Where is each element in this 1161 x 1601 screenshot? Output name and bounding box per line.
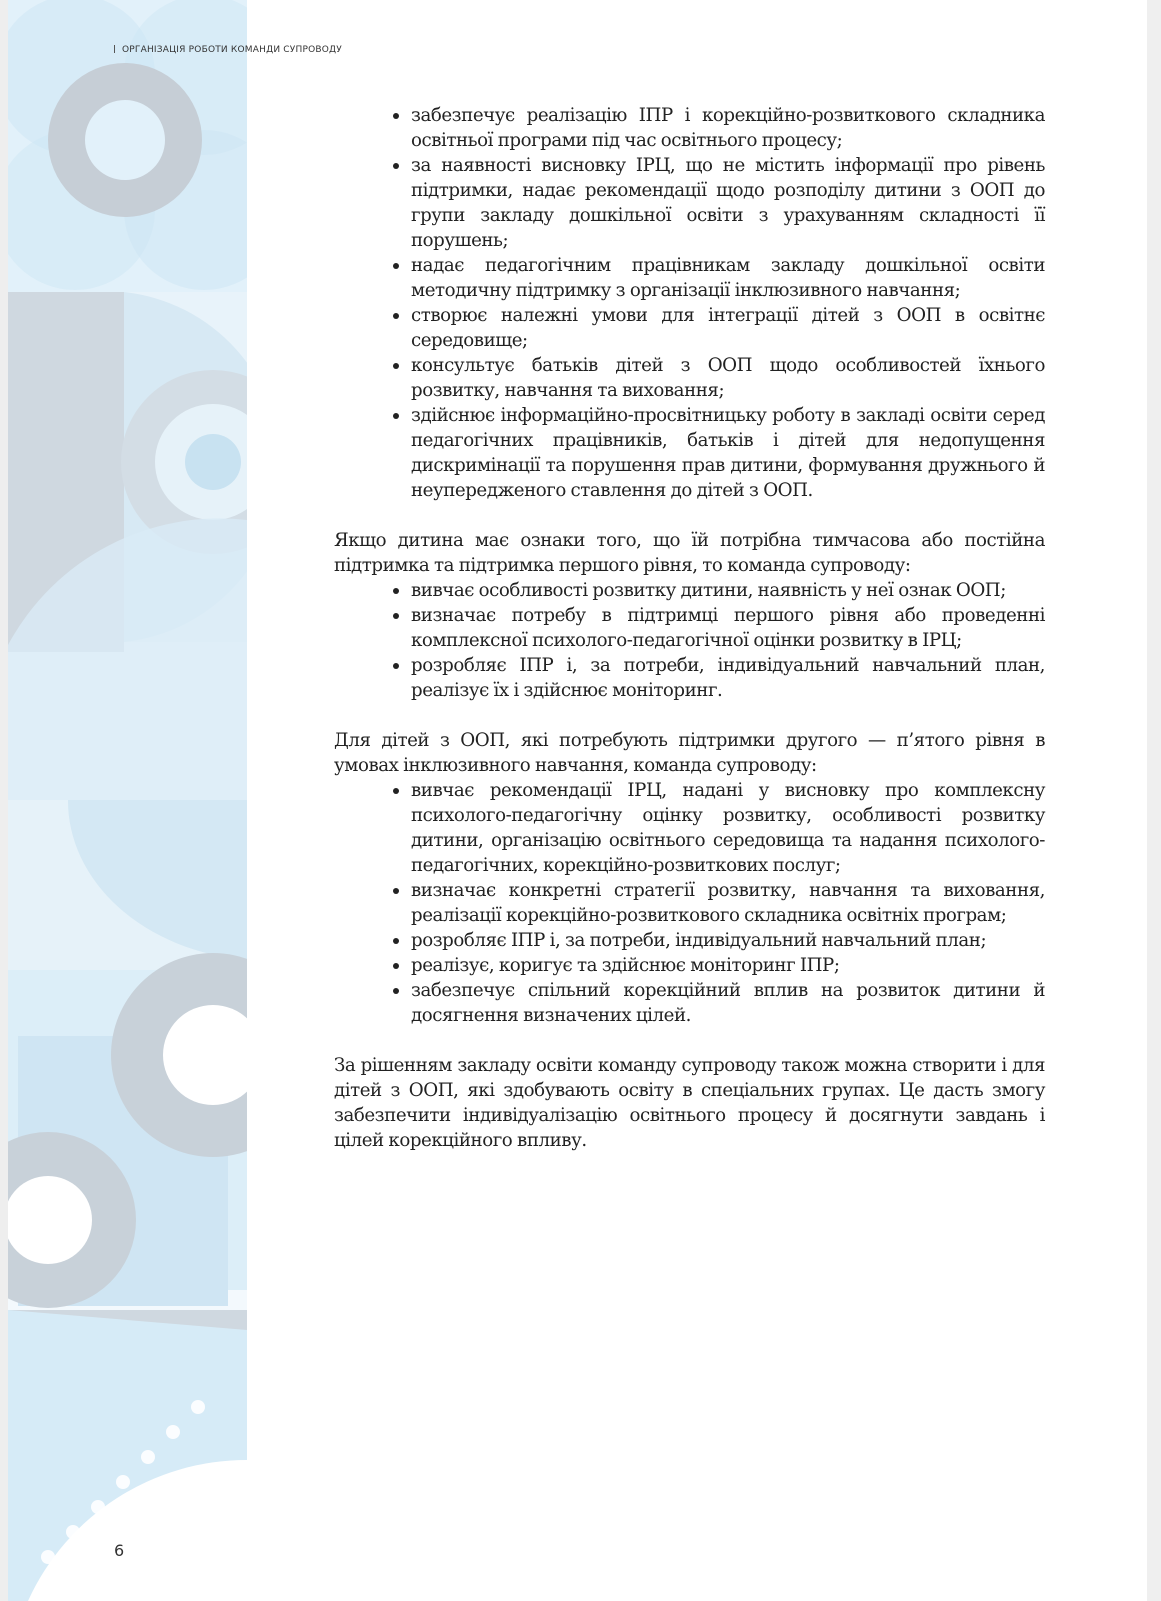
page-edge-right	[1147, 0, 1161, 1601]
bullet-list-2	[334, 578, 1045, 703]
list-item: надає педагогічним працівникам закладу дошкільної освіти методичну підтримку з організації інклюзивного навчання;	[411, 255, 1045, 301]
page-edge-left	[0, 0, 8, 1601]
list-item: здійснює інформаційно-просвітницьку роботу в закладі освіти серед педагогічних працівників, батьків і дітей для недопущення дискримінації та порушення прав дитини, формування дружнього й неупередженого ставлення до дітей з ООП.	[411, 405, 1045, 501]
list-item: забезпечує реалізацію ІПР і корекційно-розвиткового складника освітньої програми під час освітнього процесу;	[411, 105, 1045, 151]
list-item: розробляє ІПР і, за потреби, індивідуальний навчальний план, реалізує їх і здійснює моніторинг.	[411, 655, 1045, 701]
list-item: за наявності висновку ІРЦ, що не містить інформації про рівень підтримки, надає рекомендації щодо розподілу дитини з ООП до групи закладу дошкільної освіти з урахуванням складності її порушень;	[411, 155, 1045, 251]
decorative-pattern-strip	[8, 0, 247, 1601]
paragraph: За рішенням закладу освіти команду супроводу також можна створити і для дітей з ООП, які здобувають освіту в спеціальних групах. Це дасть змогу забезпечити індивідуалізацію освітнього процесу й досягнути завдань і цілей корекційного впливу.	[334, 1055, 1045, 1151]
list-item: визначає конкретні стратегії розвитку, навчання та виховання, реалізації корекційно-розвиткового складника освітніх програм;	[411, 880, 1045, 926]
main-text	[334, 103, 1045, 1153]
paragraph: Якщо дитина має ознаки того, що їй потрібна тимчасова або постійна підтримка та підтримка першого рівня, то команда супроводу:	[334, 530, 1045, 576]
list-item: розробляє ІПР і, за потреби, індивідуальний навчальний план;	[411, 928, 1045, 953]
running-title: ОРГАНІЗАЦІЯ РОБОТИ КОМАНДИ СУПРОВОДУ	[122, 45, 342, 55]
bullet-list-1	[334, 103, 1045, 503]
header-divider	[114, 45, 115, 53]
bullet-list-3	[334, 778, 1045, 1028]
list-item: визначає потребу в підтримці першого рівня або проведенні комплексної психолого-педагогічної оцінки розвитку в ІРЦ;	[411, 605, 1045, 651]
page-number: 6	[114, 1541, 125, 1560]
list-item: забезпечує спільний корекційний вплив на розвиток дитини й досягнення визначених цілей.	[411, 980, 1045, 1026]
list-item: створює належні умови для інтеграції дітей з ООП в освітнє середовище;	[411, 305, 1045, 351]
list-item: вивчає особливості розвитку дитини, наявність у неї ознак ООП;	[411, 578, 1045, 603]
list-item: консультує батьків дітей з ООП щодо особливостей їхнього розвитку, навчання та виховання;	[411, 355, 1045, 401]
list-item: реалізує, коригує та здійснює моніторинг ІПР;	[411, 953, 1045, 978]
list-item: вивчає рекомендації ІРЦ, надані у висновку про комплексну психолого-педагогічну оцінку розвитку, особливості розвитку дитини, організацію освітнього середовища та надання психолого-педагогічних, корекційно-розвиткових послуг;	[411, 780, 1045, 876]
paragraph: Для дітей з ООП, які потребують підтримки другого — п’ятого рівня в умовах інклюзивного навчання, команда супроводу:	[334, 730, 1045, 776]
running-header	[114, 45, 342, 55]
